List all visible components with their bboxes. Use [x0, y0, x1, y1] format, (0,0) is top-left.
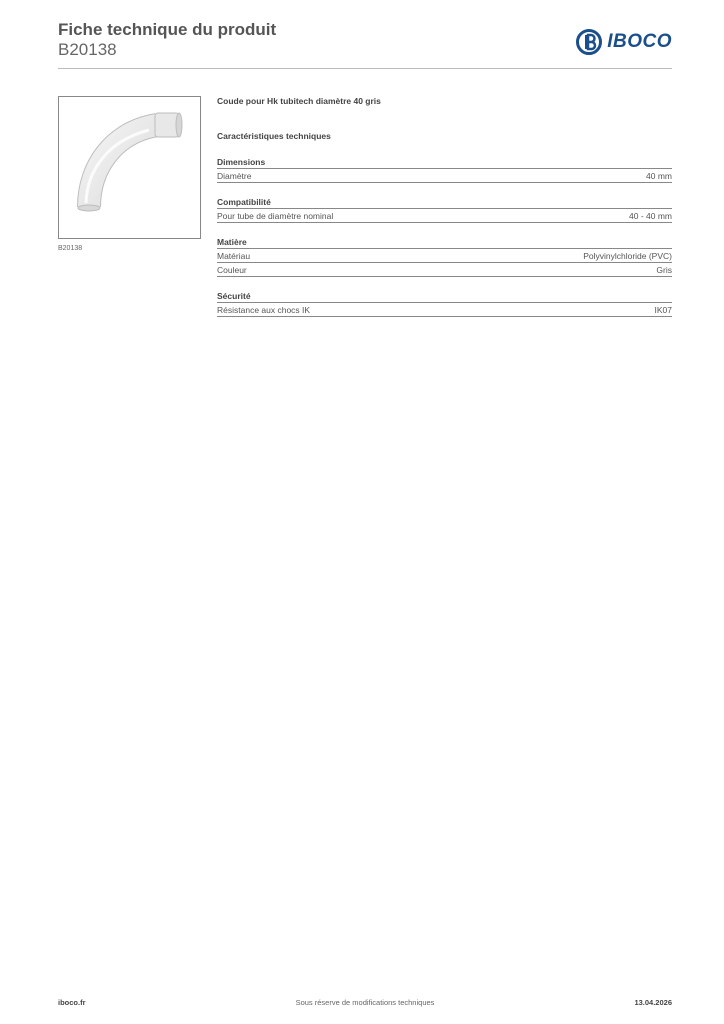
product-name: Coude pour Hk tubitech diamètre 40 gris: [217, 96, 381, 106]
footer-notice: Sous réserve de modifications techniques: [295, 998, 435, 1007]
group-title-compatibility: Compatibilité: [217, 197, 672, 209]
page-footer: [58, 998, 672, 1010]
page-header: [58, 20, 672, 69]
image-caption: B20138: [58, 245, 83, 252]
logo-wordmark: IBOCO: [607, 31, 672, 52]
footer-website: iboco.fr: [58, 998, 86, 1007]
spec-sheet: [217, 96, 672, 317]
iboco-emblem-icon: [576, 29, 602, 55]
spec-row: [217, 263, 672, 277]
spec-value: IK07: [654, 305, 672, 315]
spec-row: [217, 169, 672, 183]
spec-value: 40 mm: [646, 171, 672, 181]
section-heading: Caractéristiques techniques: [217, 131, 331, 141]
spec-label: Pour tube de diamètre nominal: [217, 211, 334, 221]
spec-label: Couleur: [217, 265, 247, 275]
spec-value: Gris: [656, 265, 672, 275]
spec-value: 40 - 40 mm: [629, 211, 672, 221]
brand-logo: [576, 29, 672, 55]
spec-row: [217, 249, 672, 263]
footer-date: 13.04.2026: [634, 998, 672, 1007]
group-title-safety: Sécurité: [217, 291, 672, 303]
spec-label: Diamètre: [217, 171, 252, 181]
product-image: [58, 96, 201, 239]
page-title: Fiche technique du produit: [58, 20, 277, 39]
spec-value: Polyvinylchloride (PVC): [583, 251, 672, 261]
group-title-material: Matière: [217, 237, 672, 249]
product-reference: B20138: [58, 40, 117, 59]
group-title-dimensions: Dimensions: [217, 157, 672, 169]
pipe-elbow-image: [59, 97, 200, 238]
spec-label: Résistance aux chocs IK: [217, 305, 311, 315]
spec-row: [217, 303, 672, 317]
spec-label: Matériau: [217, 251, 251, 261]
spec-row: [217, 209, 672, 223]
